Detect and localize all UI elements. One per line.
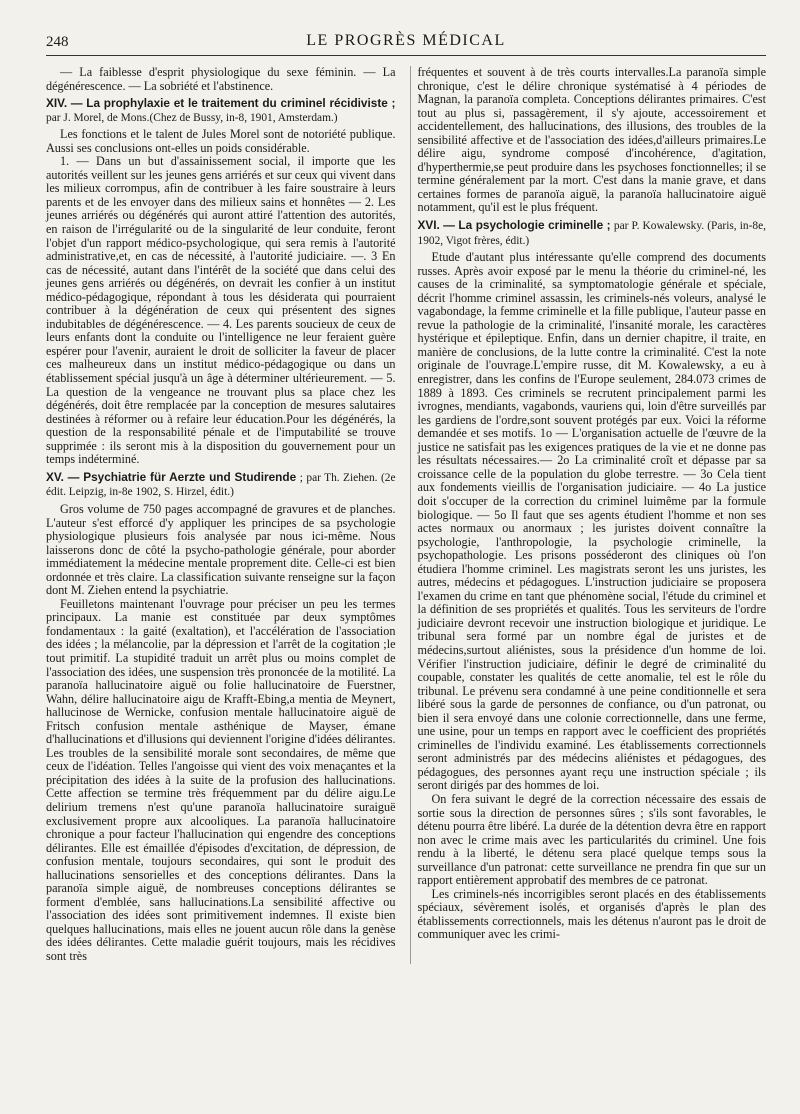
review-xv-heading bbox=[46, 471, 396, 500]
review-paragraph: 1. — Dans un but d'assainissement social, il importe que les autorités veillent sur les jeunes gens arriérés et sur ceux qui vivent dans les milieux corrompus, afin de contribuer à les faire soustraire à leurs parents et de les envoyer dans des milieux sains et honnêtes — 2. Les jeunes arriérés ou dégénérés qui auront attiré l'attention des autorités, en raison de l'irrégularité ou de la singularité de leur conduite, feront l'objet d'un rapport médico-psychologique, qui sera remis à l'autorité administrative,et, en cas de nécessité, à l'autorité judiciaire. —. 3 En cas de nécessité, autant dans l'intérêt de la société que dans celui des jeunes gens arriérés ou dégénérés, on devrait les confier à un institut médico-pédagogique, répondant à tous les désiderata qui pourraient contribuer à la dégénération de ceux qui présentent des signes indubitables de dégénérescence. — 4. Les parents soucieux de ceux de leurs enfants dont la conduite ou l'intelligence ne leur feraient guère espérer pour l'avenir, auraient le droit de solliciter la faveur de placer ces malheureux dans un institut médico-pédagogique ou dans un établissement spécial jusqu'à un âge à déterminer ultérieurement. — 5. La question de la vengeance ne trouvant plus sa place chez les dégénérés, doit être remplacée par la conception de mesures salutaires destinées à réformer ou à refaire leur éducation.Pour les dégénérés, la question de la responsabilité pénale et de l'imputabilité se trouve supprimée : ils seront mis à la disposition du gouvernement pour un temps indéterminé. bbox=[46, 154, 396, 467]
review-paragraph: Gros volume de 750 pages accompagné de gravures et de planches. L'auteur s'est efforcé d'y appliquer les principes de sa psychologie physiologique plusieurs fois analysée par nous ici-même. Nous laisserons donc de côté la psycho-pathologie générale, pour aborder immédiatement la médecine mentale proprement dite. Celle-ci est bien ordonnée et très claire. La classification suivante renseigne sur la façon dont M. Ziehen entend la psychiatrie. bbox=[46, 501, 396, 598]
right-column bbox=[410, 66, 767, 964]
review-xiv-heading bbox=[46, 97, 396, 125]
review-number: XV. bbox=[46, 469, 64, 484]
review-paragraph: Les criminels-nés incorrigibles seront placés en des établissements spéciaux, sévèrement isolés, et organisés d'après le plan des établissements correctionnels, mais les détenus n'auront pas le droit de communiquer avec les crimi- bbox=[417, 886, 766, 942]
review-reference: par J. Morel, de Mons.(Chez de Bussy, in-8, 1901, Amsterdam.) bbox=[46, 111, 338, 124]
two-column-body bbox=[46, 66, 766, 964]
header-rule bbox=[46, 55, 766, 56]
review-paragraph: Etude d'autant plus intéressante qu'elle comprend des documents russes. Après avoir exposé par le menu la théorie du criminel-né, les causes de la criminalité, sa symptomatologie générale et spéciale, décrit l'homme criminel assassin, les criminels-nés voleurs, analysé le vagabondage, la femme criminelle et la fille publique, l'auteur passe en revue la pathologie de la criminalité, l'insanité morale, les caractères hystérique et épileptique. Enfin, dans un dernier chapitre, il traite, en manière de conclusions, de la lutte contre la criminalité. C'est la note originale de l'ouvrage.L'empire russe, dit M. Kowalewsky, a eu à enregistrer, dans les confins de l'Europe seulement, 284.073 crimes de 1889 à 1893. Ces criminels se recrutent principalement parmi les ivrognes, mendiants, vagabonds, vauriens qui, loin d'être surveillés par les gardiens de l'ordre,sont souvent protégés par eux. Voici la réforme demandée et ses motifs. 1o — L'organisation actuelle de l'œuvre de la justice ne satisfait pas les exigences pratiques de la vie et ne donne pas les résultats nécessaires.— 2o La criminalité croît et dépasse par sa croissance celle de la population du globe terrestre. — 3o Cela tient aux fondements vieillis de l'organisation judiciaire. — 4o La justice doit s'occuper de la correction du criminel luimême par la formule biologique. — 5o Il faut que ses agents étudient l'homme et non ses actes normaux ou anormaux ; les juristes doivent connaître la psychologie, l'anthropologie, la psychologie criminelle, la psychopathologie. Les prisons posséderont des cliniques où l'on étudiera l'homme criminel. Les magistrats seront les uns juristes, les autres, médecins et pédagogues. L'instruction judiciaire se proposera l'examen du crime en tant que phénomène social, l'étude du criminel et la définition de ses propriétés et qualités. Tous les serviteurs de l'ordre judiciaire devront recevoir une instruction biologique et juridique. Le tribunal sera formé par un nombre égal de juristes et de médecins,surtout aliénistes, sous la présidence d'un homme de loi. Vérifier l'instruction judiciaire, définir le degré de criminalité du coupable, constater les qualités de cette anomalie, tel est le rôle du tribunal. Le prévenu sera condamné à une peine conditionnelle et sera libéré sous la garde de personnes de confiance, ou d'un patronat, ou bien il sera envoyé dans une colonie correctionnelle, dans une ferme, une usine, pour un temps en rapport avec le coefficient des propriétés criminelles de l'individu examiné. Les établissements correctionnels seront administrés par des médecins aliénistes et pédagogues, des pédagogues, des personnes ayant reçu une instruction spéciale ; ils seront dirigés par des hommes de loi. bbox=[417, 250, 766, 793]
review-title: — La psychologie criminelle ; bbox=[443, 218, 611, 233]
left-column bbox=[46, 66, 396, 964]
review-title: — La prophylaxie et le traitement du criminel récidiviste ; bbox=[70, 96, 396, 111]
review-paragraph: On fera suivant le degré de la correction nécessaire des essais de sortie sous la direction de personnes sûres ; s'ils sont favorables, le détenu pourra être libéré. La durée de la détention devra être en rapport non avec le crime mais avec les particularités du criminel. Une fois rendu à la liberté, le détenu sera placé quelque temps sous la surveillance d'un patronat: cette surveillance ne prendra fin que sur un rapport entièrement approbatif des membres de ce patronat. bbox=[417, 791, 766, 888]
intro-paragraph: — La faiblesse d'esprit physiologique du sexe féminin. — La dégénérescence. — La sobriété et l'abstinence. bbox=[46, 65, 396, 93]
review-number: XIV. bbox=[46, 96, 68, 111]
review-paragraph: Feuilletons maintenant l'ouvrage pour préciser un peu les termes principaux. La manie est constituée par deux symptômes fondamentaux : la gaité (exaltation), et l'accélération de l'association des idées ; la mélancolie, par la dépression et l'arrêt de la cogitation ;le tout primitif. La stupidité traduit un arrêt plus ou moins complet de l'association des idées, une suspension très prononcée de la motilité. La paranoïa hallucinatoire aiguë ou folie hallucinatoire de Fuerstner, Wahn, délire hallucinatoire aigu de Krafft-Ebing,a mentia de Meynert, hallucinose de Wernicke, confusion mentale hallucinatoire aiguë de Fritsch confusion mentale asthénique de Mayser, émane d'hallucinations et d'illusions qui deviennent l'origine d'idées délirantes. Les troubles de la sensibilité morale sont secondaires, de même que ceux de l'idéation. Telles l'angoisse qui vient des voix menaçantes et la précipitation des idées à la suite de la profusion des hallucinations. Cette affection se termine très fréquemment par du délire aigu.Le delirium tremens n'est qu'une paranoïa hallucinatoire suraiguë exclusivement propre aux alcooliques. La paranoïa hallucinatoire chronique a pour facteur l'hallucination qui engendre des conceptions délirantes. Elle est émaillée d'épisodes d'excitation, de dépression, de confusion mentale, toujours secondaires, qui sont le produit des hallucinations sensorielles et des conceptions délirantes. Dans la paranoïa simple aiguë, de nombreuses conceptions délirantes se forment d'emblée, sans hallucinations.La sensibilité affective ou l'association des idées sont primitivement indemnes. Il existe bien quelques hallucinations, mais elles ne jouent aucun rôle dans la genèse des idées délirantes. Cette maladie guérit toujours, mais les récidives sont très bbox=[46, 596, 396, 963]
continued-paragraph: fréquentes et souvent à de très courts intervalles.La paranoïa simple chronique, c'est le délire chronique systématisé à 4 périodes de Magnan, la paranoïa completa. Conceptions délirantes primaires. C'est tout au plus si, passagèrement, il s'y ajoute, accessoirement et accidentellement, des hallucinations, des illusions, des troubles de la sensibilité affective et de l'association des idées,d'ailleurs primaires.Le délire aigu, syndrome composé d'incohérence, d'agitation, d'hyperthermie,se peut produire dans les psychoses fonctionnelles; il se termine généralement par la mort. C'est dans la manie grave, et dans certaines formes de paranoïa aiguë, la paranoïa hallucinatoire aiguë notamment, qu'il est le plus fréquent. bbox=[417, 65, 766, 215]
page-number: 248 bbox=[46, 34, 69, 50]
review-reference: par P. Kowalewsky. (Paris, in-8e, 1902, Vigot frères, édit.) bbox=[417, 220, 767, 247]
review-reference: ; par Th. Ziehen. (2e édit. Leipzig, in-8e 1902, S. Hirzel, édit.) bbox=[46, 471, 396, 499]
review-title: — Psychiatrie für Aerzte und Studirende bbox=[67, 469, 297, 484]
review-xvi-heading bbox=[418, 219, 767, 248]
review-paragraph: Les fonctions et le talent de Jules Morel sont de notoriété publique. Aussi ses conclusions ont-elles un poids considérable. bbox=[46, 127, 396, 155]
page-header bbox=[46, 28, 766, 56]
journal-title: LE PROGRÈS MÉDICAL bbox=[306, 32, 506, 49]
review-number: XVI. bbox=[417, 218, 440, 233]
